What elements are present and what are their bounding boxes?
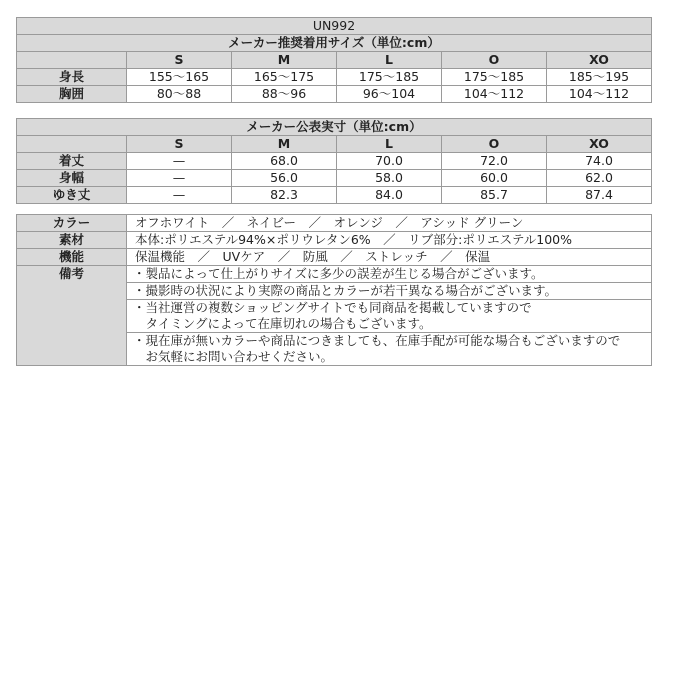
table-cell: 104〜112	[442, 86, 547, 103]
table-cell: 84.0	[337, 187, 442, 204]
size-header: L	[337, 136, 442, 153]
table-cell: —	[127, 187, 232, 204]
table-cell: 58.0	[337, 170, 442, 187]
table-cell: 175〜185	[337, 69, 442, 86]
table-cell: 85.7	[442, 187, 547, 204]
color-label: カラー	[17, 215, 127, 232]
table-row	[17, 69, 652, 86]
note-line: ・当社運営の複数ショッピングサイトでも同商品を掲載していますので	[133, 300, 532, 315]
table-cell: 80〜88	[127, 86, 232, 103]
spec-table	[16, 214, 652, 366]
table-cell: 62.0	[547, 170, 652, 187]
size-header: O	[442, 136, 547, 153]
size-header: XO	[547, 52, 652, 69]
table-row	[17, 86, 652, 103]
color-value: オフホワイト ／ ネイビー ／ オレンジ ／ アシッド グリーン	[127, 215, 652, 232]
function-label: 機能	[17, 249, 127, 266]
note-line: お気軽にお問い合わせください。	[133, 349, 334, 364]
size-header: L	[337, 52, 442, 69]
note-item	[127, 266, 652, 283]
table-cell: 96〜104	[337, 86, 442, 103]
table-cell: —	[127, 170, 232, 187]
note-line: ・現在庫が無いカラーや商品につきましても、在庫手配が可能な場合もございますので	[133, 333, 621, 348]
table-row	[17, 187, 652, 204]
table-cell: 88〜96	[232, 86, 337, 103]
table-cell: 72.0	[442, 153, 547, 170]
recommended-size-title: メーカー推奨着用サイズ（単位:cm）	[17, 35, 652, 52]
row-label-chest: 胸囲	[17, 86, 127, 103]
table-cell: 56.0	[232, 170, 337, 187]
model-number: UN992	[17, 18, 652, 35]
table-cell: 87.4	[547, 187, 652, 204]
table-cell: 104〜112	[547, 86, 652, 103]
table-cell: 155〜165	[127, 69, 232, 86]
measured-size-table	[16, 118, 652, 204]
recommended-size-table	[16, 17, 652, 103]
note-item	[127, 333, 652, 366]
size-header: XO	[547, 136, 652, 153]
material-label: 素材	[17, 232, 127, 249]
note-line: ・製品によって仕上がりサイズに多少の誤差が生じる場合がございます。	[133, 266, 544, 281]
note-item	[127, 283, 652, 300]
size-header: O	[442, 52, 547, 69]
table-cell: 68.0	[232, 153, 337, 170]
row-label-width: 身幅	[17, 170, 127, 187]
table-row	[17, 249, 652, 266]
size-header: M	[232, 52, 337, 69]
table-row	[17, 215, 652, 232]
table-row	[17, 266, 652, 283]
table-cell: 165〜175	[232, 69, 337, 86]
size-header: S	[127, 136, 232, 153]
row-label-sleeve: ゆき丈	[17, 187, 127, 204]
notes-label: 備考	[17, 266, 127, 366]
table-row	[17, 153, 652, 170]
table-cell: 175〜185	[442, 69, 547, 86]
note-line: ・撮影時の状況により実際の商品とカラーが若干異なる場合がございます。	[133, 283, 558, 298]
row-label-height: 身長	[17, 69, 127, 86]
note-item	[127, 300, 652, 333]
table-cell: 82.3	[232, 187, 337, 204]
table-row	[17, 232, 652, 249]
table-cell: —	[127, 153, 232, 170]
measured-size-title: メーカー公表実寸（単位:cm）	[17, 119, 652, 136]
table-cell: 60.0	[442, 170, 547, 187]
table-cell: 185〜195	[547, 69, 652, 86]
corner-cell	[17, 136, 127, 153]
size-header: M	[232, 136, 337, 153]
table-row	[17, 170, 652, 187]
function-value: 保温機能 ／ UVケア ／ 防風 ／ ストレッチ ／ 保温	[127, 249, 652, 266]
material-value: 本体:ポリエステル94%×ポリウレタン6% ／ リブ部分:ポリエステル100%	[127, 232, 652, 249]
corner-cell	[17, 52, 127, 69]
row-label-length: 着丈	[17, 153, 127, 170]
table-cell: 70.0	[337, 153, 442, 170]
table-cell: 74.0	[547, 153, 652, 170]
note-line: タイミングによって在庫切れの場合もございます。	[133, 316, 432, 331]
size-header: S	[127, 52, 232, 69]
